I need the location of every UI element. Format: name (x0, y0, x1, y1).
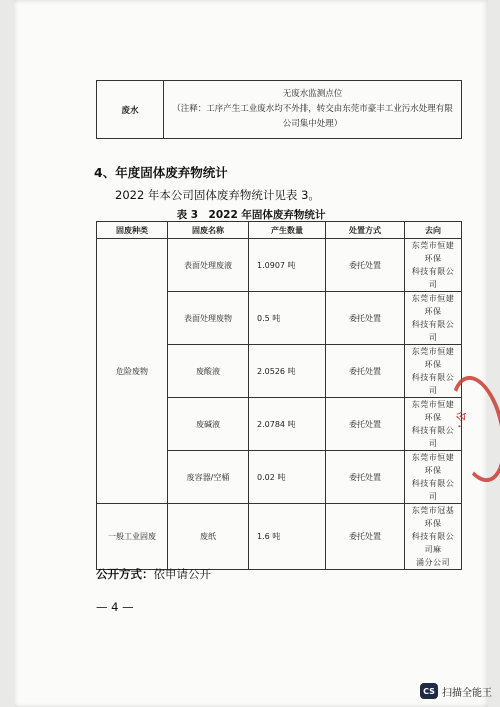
method-cell: 委托处置 (326, 345, 405, 398)
quantity-cell: 2.0784 吨 (249, 398, 326, 451)
destination-line: 科技有限公司 (411, 320, 455, 342)
document-page (14, 0, 488, 707)
intro-text: 2022 年本公司固体废弃物统计见表 3。 (115, 188, 320, 202)
category-cell: 一般工业固废 (97, 504, 168, 570)
name-cell: 表面处理废液 (168, 239, 249, 292)
method-cell: 委托处置 (326, 504, 405, 570)
column-header: 固废名称 (168, 222, 249, 239)
destination-cell (405, 451, 462, 504)
disclosure-value: 依申请公开 (153, 567, 211, 581)
destination-line: 东莞市恒建环保 (411, 400, 455, 422)
method-cell: 委托处置 (326, 398, 405, 451)
scanner-watermark (420, 681, 492, 701)
note-line: 无废水监测点位 (282, 89, 343, 99)
quantity-cell: 2.0526 吨 (249, 345, 326, 398)
destination-line: 东莞市恒建环保 (411, 453, 455, 475)
name-cell: 废酸液 (168, 345, 249, 398)
note-line: （注释：工序产生工业废水均不外排，转交由东莞市豪丰工业污水处理有限 (172, 104, 453, 114)
column-header: 去向 (405, 222, 462, 239)
destination-line: 东莞市恒建环保 (411, 347, 455, 369)
quantity-cell: 0.02 吨 (249, 451, 326, 504)
destination-line: 涌分公司 (416, 558, 450, 567)
column-header: 处置方式 (326, 222, 405, 239)
destination-line: 东莞市冠基环保 (411, 506, 455, 528)
destination-cell (405, 239, 462, 292)
destination-line: 科技有限公司麻 (411, 532, 455, 554)
column-header: 产生数量 (249, 222, 326, 239)
camscanner-logo-icon: CS (420, 683, 438, 699)
disclosure-label: 公开方式： (96, 567, 154, 581)
wastewater-note (164, 81, 462, 139)
note-line: 公司集中处理） (282, 119, 343, 129)
header-row (97, 222, 462, 239)
table-caption: 表 3 2022 年固体废弃物统计 (176, 209, 326, 221)
name-cell: 废纸 (168, 504, 249, 570)
table-row (97, 239, 462, 292)
method-cell: 委托处置 (326, 239, 405, 292)
column-header: 固废种类 (97, 222, 168, 239)
page-number: — 4 — (96, 600, 134, 614)
section-heading: 4、年度固体废弃物统计 (94, 165, 228, 180)
destination-cell (405, 504, 462, 570)
method-cell: 委托处置 (326, 451, 405, 504)
quantity-cell: 0.5 吨 (249, 292, 326, 345)
quantity-cell: 1.0907 吨 (249, 239, 326, 292)
method-cell: 委托处置 (326, 292, 405, 345)
table-row (97, 81, 462, 139)
destination-line: 东莞市恒建环保 (411, 294, 455, 316)
destination-line: 科技有限公司 (411, 267, 455, 289)
seal-fragment: · 公 (454, 410, 469, 430)
destination-line: 科技有限公司 (411, 373, 455, 395)
destination-cell (405, 292, 462, 345)
table-row (97, 504, 462, 570)
solid-waste-table (96, 221, 462, 570)
wastewater-table (96, 80, 462, 139)
name-cell: 废碱液 (168, 398, 249, 451)
destination-line: 科技有限公司 (411, 479, 455, 501)
name-cell: 表面处理废物 (168, 292, 249, 345)
destination-line: 东莞市恒建环保 (411, 241, 455, 263)
destination-line: 科技有限公司 (411, 426, 455, 448)
row-label: 废水 (97, 81, 164, 139)
name-cell: 废容器/空桶 (168, 451, 249, 504)
category-cell: 危险废物 (97, 239, 168, 504)
disclosure-method (96, 566, 211, 582)
quantity-cell: 1.6 吨 (249, 504, 326, 570)
scanner-label: 扫描全能王 (442, 687, 492, 699)
